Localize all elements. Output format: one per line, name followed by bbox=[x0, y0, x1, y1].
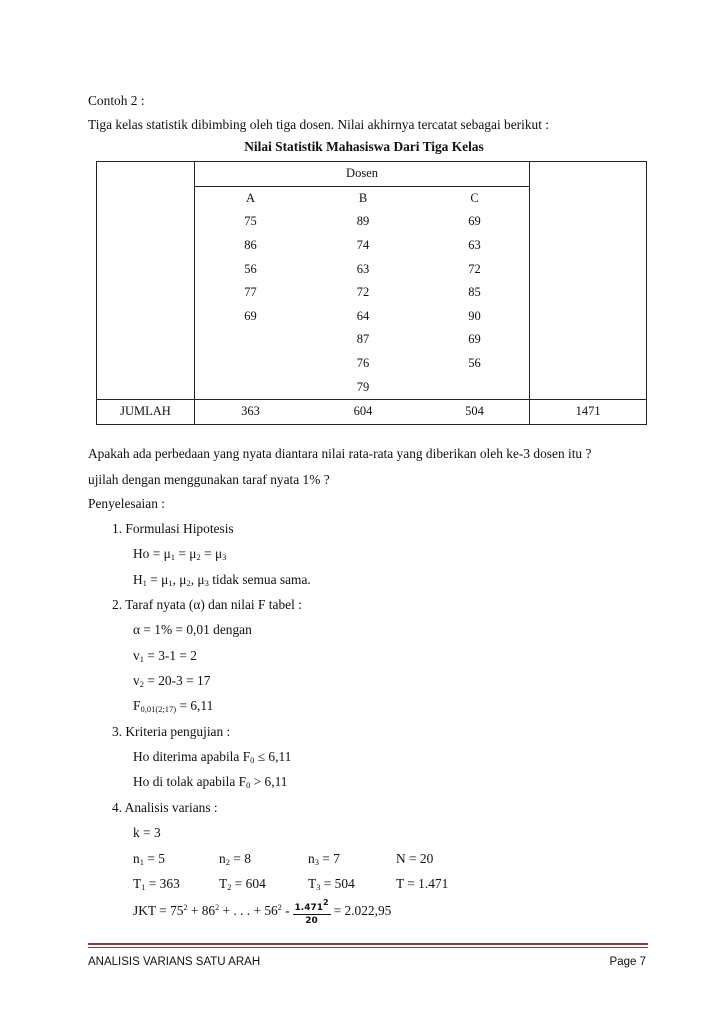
table-row bbox=[97, 352, 647, 376]
table-cell: 69 bbox=[420, 328, 530, 352]
step-3-title: 3. Kriteria pengujian : bbox=[112, 724, 231, 739]
t-total: T = 1.471 bbox=[396, 876, 449, 891]
footer-title: ANALISIS VARIANS SATU ARAH bbox=[88, 956, 261, 968]
table-row bbox=[97, 257, 647, 281]
v2-line: $v_2 = 20-3 = 17$ bbox=[133, 673, 211, 689]
table-corner-cell bbox=[97, 162, 195, 187]
column-header-a: A bbox=[194, 186, 306, 210]
t2: $T_2 = 604$ bbox=[219, 876, 266, 892]
jkt-formula: JKT = $75^2 + 86^2$ + . . . + $56^2$ - $\frac{1.471^2}{20}$ = 2.022,95 bbox=[133, 898, 392, 926]
reject-criterion: Ho di tolak apabila $F_0 > 6,11$ bbox=[133, 774, 288, 790]
solution-label: Penyelesaian : bbox=[88, 496, 165, 511]
total-b: 604 bbox=[306, 399, 420, 424]
table-row bbox=[97, 305, 647, 329]
table-cell: 74 bbox=[356, 238, 370, 253]
table-cell bbox=[194, 328, 306, 352]
table-row bbox=[97, 375, 647, 399]
question-line-2: ujilah dengan menggunakan taraf nyata 1% ? bbox=[88, 472, 330, 487]
table-cell bbox=[420, 375, 530, 399]
table-blank-cell bbox=[97, 186, 195, 210]
k-line: k = 3 bbox=[133, 825, 161, 840]
table-cell: 63 bbox=[420, 234, 530, 258]
table-blank-cell bbox=[530, 162, 647, 187]
grand-total: 1471 bbox=[530, 399, 647, 424]
column-header-c: C bbox=[420, 186, 530, 210]
total-row bbox=[97, 399, 647, 424]
footer-rule bbox=[88, 943, 648, 945]
total-a: 363 bbox=[194, 399, 306, 424]
table-cell bbox=[194, 352, 306, 376]
table-row bbox=[97, 234, 647, 258]
total-c: 504 bbox=[420, 399, 530, 424]
table-cell: 87 bbox=[356, 332, 370, 347]
total-label: JUMLAH bbox=[97, 399, 195, 424]
t3: $T_3 = 504$ bbox=[308, 876, 355, 892]
n2: $n_2 = 8$ bbox=[219, 851, 251, 867]
null-hypothesis: $Ho = \mu_1 = \mu_2 = \mu_3$ bbox=[133, 546, 227, 562]
table-cell: 69 bbox=[244, 308, 257, 323]
step-2-title: 2. Taraf nyata (α) dan nilai F tabel : bbox=[112, 597, 302, 612]
page-number: Page 7 bbox=[609, 956, 646, 968]
table-cell bbox=[194, 375, 306, 399]
intro-text: Tiga kelas statistik dibimbing oleh tiga dosen. Nilai akhirnya tercatat sebagai berikut : bbox=[88, 117, 550, 132]
column-header-b: B bbox=[306, 186, 420, 210]
table-cell: 76 bbox=[356, 356, 370, 371]
table-cell: 79 bbox=[356, 379, 370, 394]
table-cell: 63 bbox=[356, 261, 370, 276]
step-1-title: 1. Formulasi Hipotesis bbox=[112, 521, 234, 536]
table-cell: 69 bbox=[420, 210, 530, 234]
group-header: Dosen bbox=[194, 162, 529, 187]
jkt-fraction: $\frac{1.471^2}{20}$ bbox=[294, 898, 329, 926]
table-cell: 56 bbox=[420, 352, 530, 376]
footer-rule bbox=[88, 947, 648, 948]
t1: $T_1 = 363$ bbox=[133, 876, 180, 892]
table-cell: 89 bbox=[356, 214, 370, 229]
table-cell: 72 bbox=[356, 285, 370, 300]
f-table-line: $F_{0,01(2;17)} = 6,11$ bbox=[133, 698, 214, 714]
table-cell: 85 bbox=[420, 281, 530, 305]
table-row bbox=[97, 281, 647, 305]
question-line-1: Apakah ada perbedaan yang nyata diantara nilai rata-rata yang diberikan oleh ke-3 dosen itu ? bbox=[88, 446, 592, 461]
alt-hypothesis: $H_1 = \mu_1$, $\mu_2$, $\mu_3$ tidak semua sama. bbox=[133, 572, 311, 588]
table-row bbox=[97, 328, 647, 352]
step-4-title: 4. Analisis varians : bbox=[112, 800, 218, 815]
score-table bbox=[96, 161, 647, 425]
table-cell: 77 bbox=[244, 285, 257, 300]
example-heading: Contoh 2 : bbox=[88, 93, 145, 108]
n1: $n_1 = 5$ bbox=[133, 851, 165, 867]
table-cell: 90 bbox=[420, 305, 530, 329]
table-cell: 72 bbox=[420, 257, 530, 281]
accept-criterion: Ho diterima apabila $F_0 \le 6,11$ bbox=[133, 749, 292, 765]
table-cell: 64 bbox=[356, 308, 370, 323]
alpha-line: α = 1% = 0,01 dengan bbox=[133, 622, 252, 637]
table-cell: 56 bbox=[244, 261, 257, 276]
v1-line: $v_1 = 3-1 = 2$ bbox=[133, 648, 197, 664]
table-row bbox=[97, 210, 647, 234]
n-total: N = 20 bbox=[396, 851, 434, 866]
table-title: Nilai Statistik Mahasiswa Dari Tiga Kelas bbox=[244, 139, 484, 154]
table-blank-cell bbox=[530, 186, 647, 210]
table-cell: 75 bbox=[244, 214, 257, 229]
n3: $n_3 = 7$ bbox=[308, 851, 340, 867]
table-cell: 86 bbox=[244, 238, 257, 253]
